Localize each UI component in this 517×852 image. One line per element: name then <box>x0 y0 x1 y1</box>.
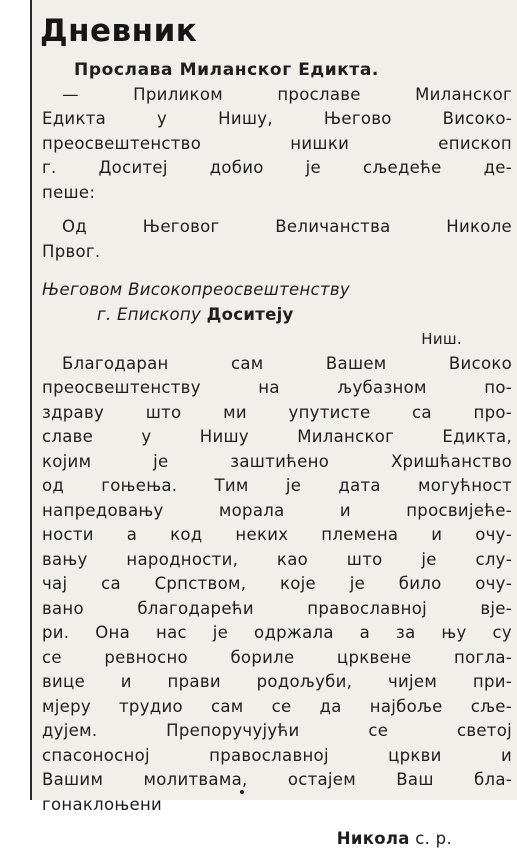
address-line: Његовом Високопреосвештенству <box>42 280 350 299</box>
section-heading: Дневник <box>40 13 198 49</box>
body-line: спасоносној православној цркви и <box>42 745 512 765</box>
body-line: напредовању морала и просвијеће- <box>42 500 512 520</box>
body-line: гонаклоњени <box>42 794 163 814</box>
article <box>42 58 512 852</box>
body-line: мјеру трудио сам се да најбоље сље- <box>42 696 512 716</box>
signature-suffix: с. р. <box>415 829 452 848</box>
intro-line: Едикта у Нишу, Његово Високо- <box>42 109 512 128</box>
body-line: се ревносно бориле црквене погла- <box>42 647 512 667</box>
body-line: ности а код неких племена и очу- <box>42 525 512 544</box>
address-name: Доситеју <box>206 304 294 324</box>
intro-line: преосвештенство нишки епископ <box>42 133 512 153</box>
body-line: којим је заштићено Хришћанство <box>42 451 512 471</box>
article-title: Прослава Миланског Едикта. <box>74 60 379 80</box>
address-line-2 <box>42 303 512 328</box>
body-line: вању народности, као што је слу- <box>42 549 512 569</box>
body-line: од гоњења. Тим је дата могућност <box>42 476 512 495</box>
body-line: дујем. Препоручујући се светој <box>42 721 512 740</box>
from-line: Првог. <box>42 241 101 261</box>
address-prefix: г. Епископу <box>97 304 202 324</box>
body-line: Вашим молитвама, остајем Ваш бла- <box>42 770 512 789</box>
print-speck <box>240 790 244 794</box>
body-line: ри. Она нас је одржала а за њу су <box>42 623 512 642</box>
place-line: Ниш. <box>421 330 462 348</box>
signature <box>42 827 512 852</box>
body-line: вано благодарећи православној вје- <box>42 598 512 618</box>
body-line: вице и прави родољуби, чијем при- <box>42 672 512 691</box>
from-line: Од Његовог Величанства Николе <box>62 217 512 236</box>
intro-line: пеше: <box>42 182 96 202</box>
signature-name: Никола <box>336 829 410 848</box>
newspaper-page <box>30 0 517 848</box>
body-line: славе у Нишу Миланског Едикта, <box>42 427 512 446</box>
body-line: Благодаран сам Вашем Високо <box>62 353 512 373</box>
intro-line: г. Доситеј добио је сљедеће де- <box>42 158 512 177</box>
body-line: преосвештенству на љубазном по- <box>42 378 512 397</box>
intro-line: — Приликом прославе Миланског <box>62 84 512 104</box>
body-line: здраву што ми упутисте са про- <box>42 402 512 422</box>
body-line: чај са Српством, које је било очу- <box>42 574 512 593</box>
